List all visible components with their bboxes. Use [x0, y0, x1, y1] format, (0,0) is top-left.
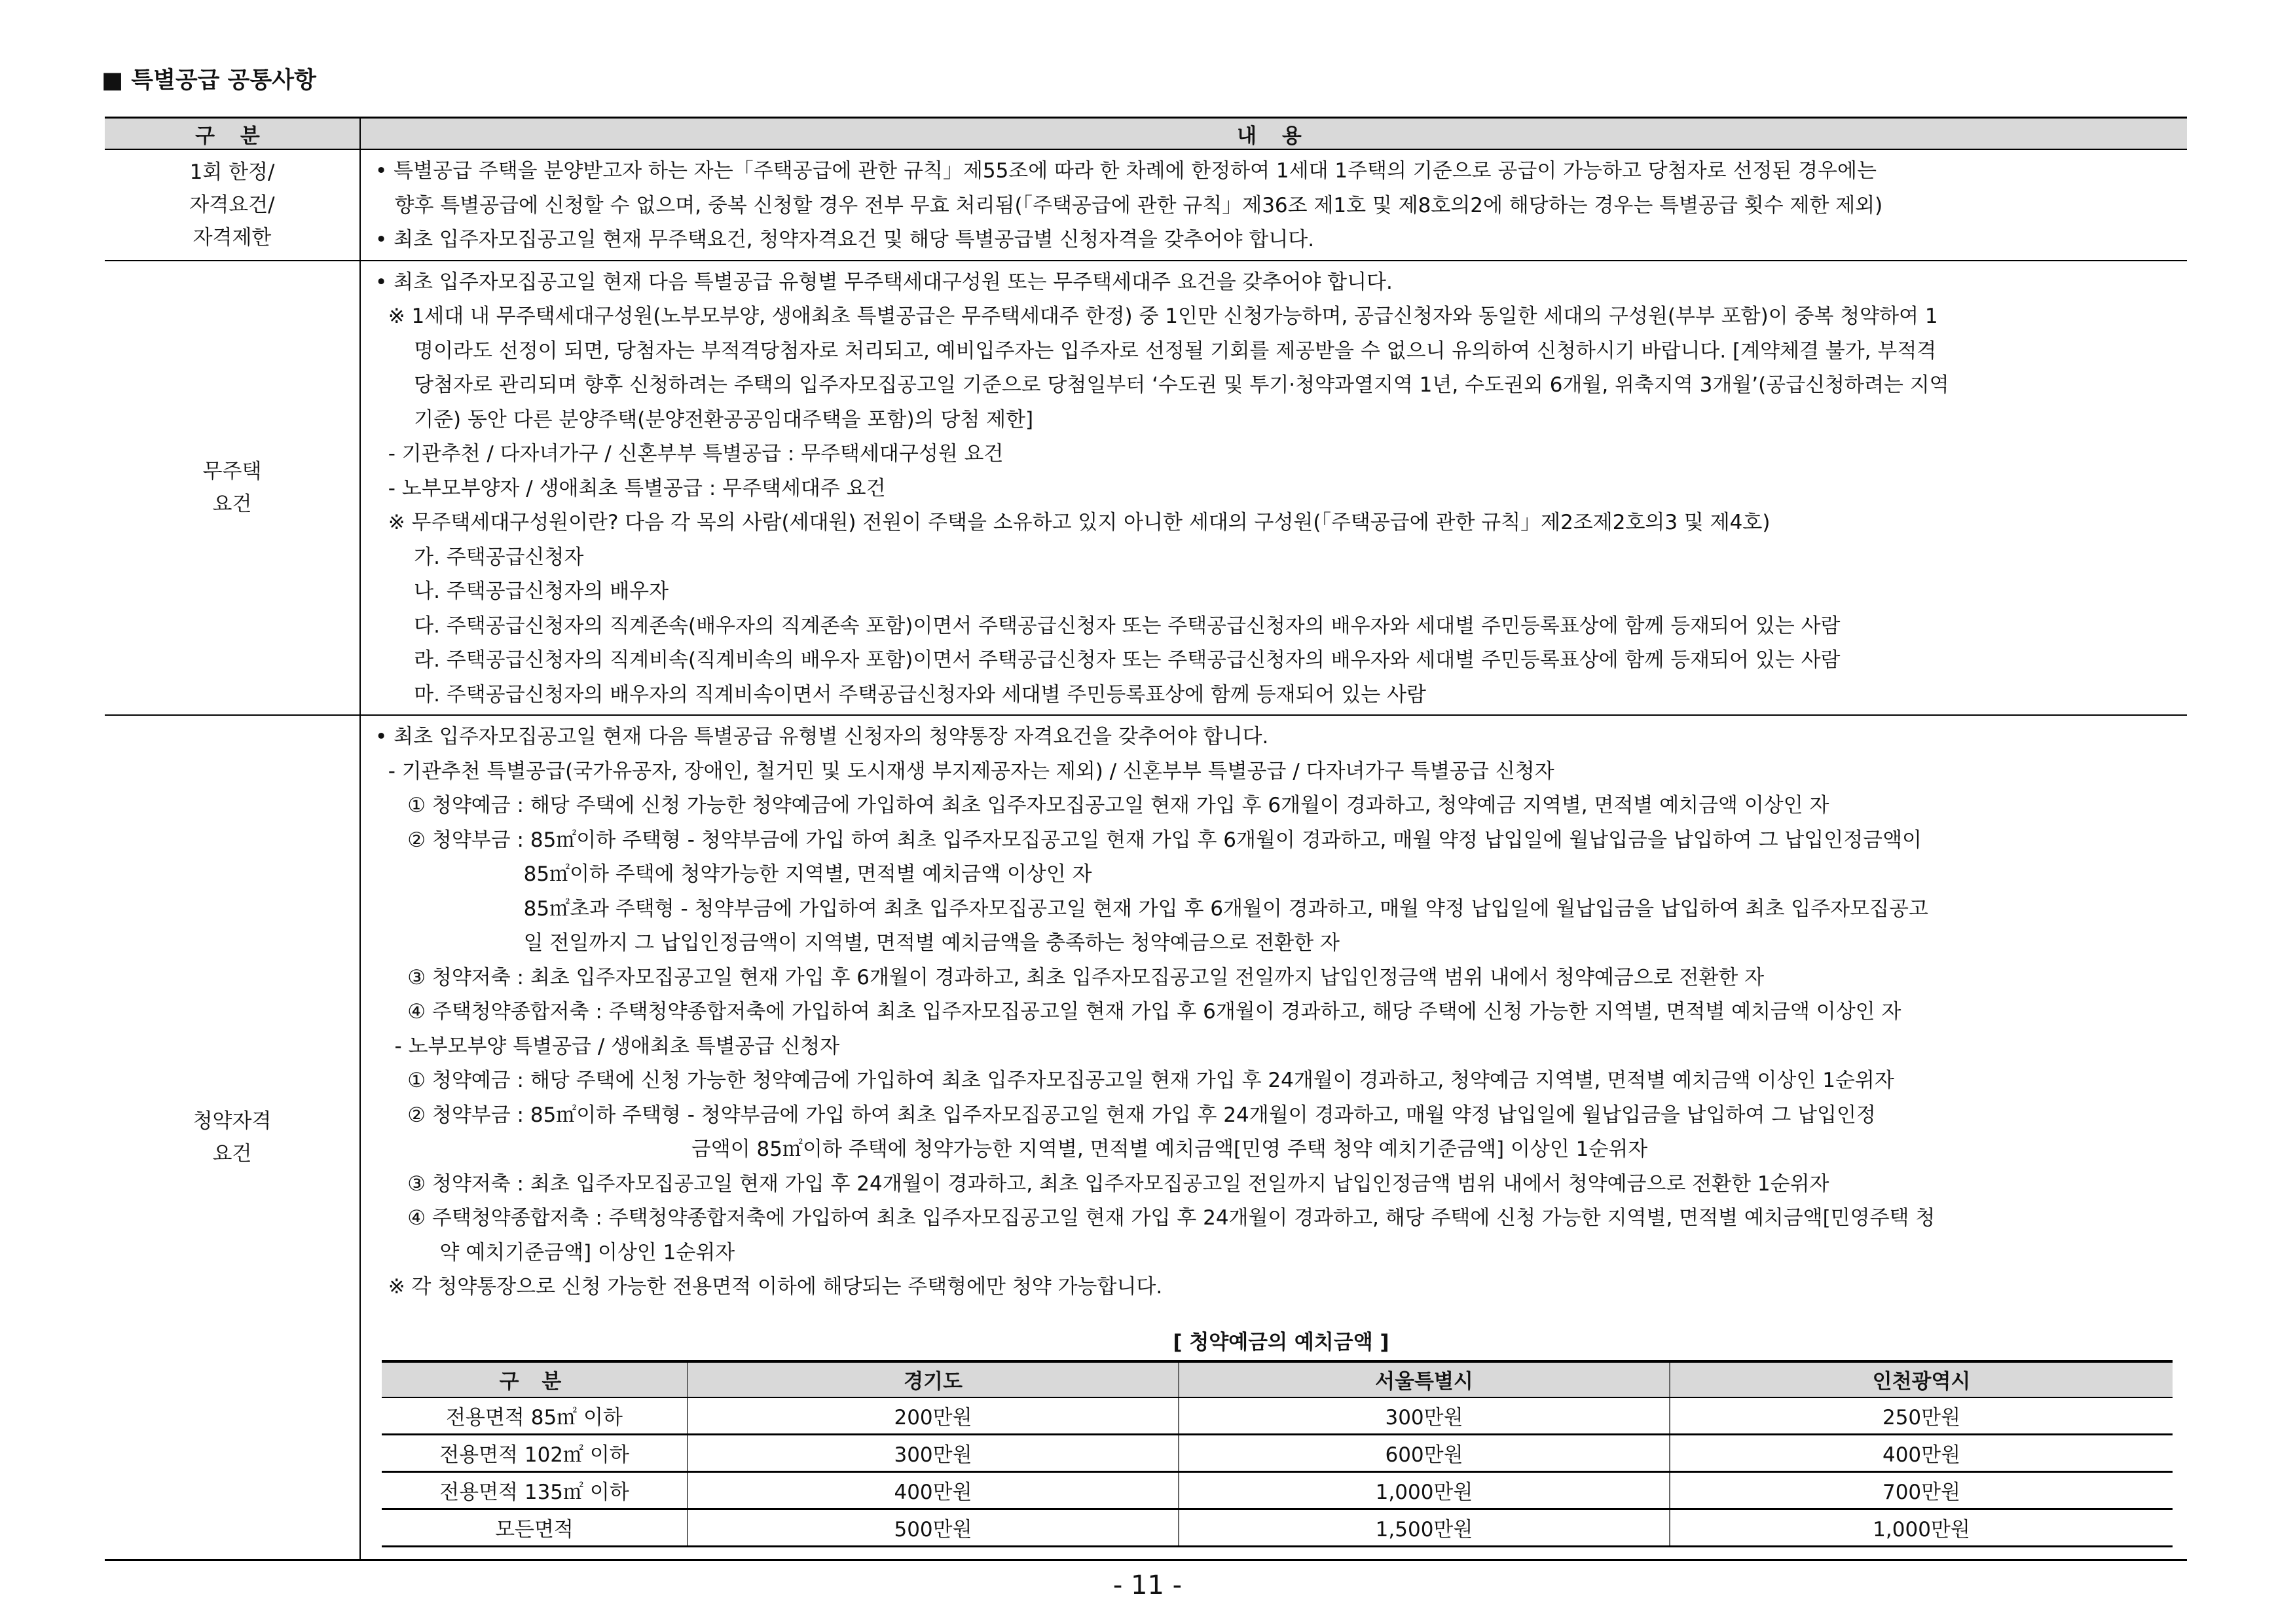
text-line: • 최초 입주자모집공고일 현재 무주택요건, 청약자격요건 및 해당 특별공급별 신청자격을 갖추어야 합니다.: [375, 228, 1315, 251]
text-line: • 최초 입주자모집공고일 현재 다음 특별공급 유형별 무주택세대구성원 또는 무주택세대주 요건을 갖추어야 합니다.: [375, 270, 1393, 294]
text-line: 85㎡이하 주택에 청약가능한 지역별, 면적별 예치금액 이상인 자: [375, 862, 1092, 886]
text-line: 당첨자로 관리되며 향후 신청하려는 주택의 입주자모집공고일 기준으로 당첨일부터 ‘수도권 및 투기·청약과열지역 1년, 수도권외 6개월, 위축지역 3개월’(공급신청하려는 지역: [375, 373, 1949, 397]
category-cell: 1회 한정/ 자격요건/ 자격제한: [105, 149, 360, 261]
text-line: 나. 주택공급신청자의 배우자: [375, 580, 669, 603]
deposit-header-gyeonggi: 경기도: [688, 1361, 1179, 1397]
text-line: 기준) 동안 다른 분양주택(분양전환공공임대주택을 포함)의 당첨 제한]: [375, 407, 1034, 432]
deposit-value: 400만원: [688, 1471, 1179, 1509]
deposit-value: 1,000만원: [1179, 1471, 1670, 1509]
deposit-value: 500만원: [688, 1509, 1179, 1546]
text-line: 일 전일까지 그 납입인정금액이 지역별, 면적별 예치금액을 충족하는 청약예금으로 전환한 자: [375, 931, 1340, 955]
text-line: - 기관추천 특별공급(국가유공자, 장애인, 철거민 및 도시재생 부지제공자는 제외) / 신혼부부 특별공급 / 다자녀가구 특별공급 신청자: [375, 759, 1554, 783]
text-line: • 최초 입주자모집공고일 현재 다음 특별공급 유형별 신청자의 청약통장 자격요건을 갖추어야 합니다.: [375, 725, 1269, 748]
text-line: 향후 특별공급에 신청할 수 없으며, 중복 신청할 경우 전부 무효 처리됨(「주택공급에 관한 규칙」제36조 제1호 및 제8호의2에 해당하는 경우는 특별공급 횟수 제한 제외): [375, 193, 1883, 217]
deposit-table-title: [ 청약예금의 예치금액 ]: [1173, 1330, 1389, 1354]
deposit-value: 300만원: [1179, 1397, 1670, 1435]
text-line: ① 청약예금 : 해당 주택에 신청 가능한 청약예금에 가입하여 최초 입주자모집공고일 현재 가입 후 6개월이 경과하고, 청약예금 지역별, 면적별 예치금액 이상인 자: [375, 794, 1829, 817]
area-label: 전용면적 135㎡ 이하: [382, 1471, 688, 1509]
content-cell: [360, 261, 2187, 716]
category-cell: 청약자격 요건: [105, 715, 360, 1560]
deposit-value: 600만원: [1179, 1434, 1670, 1471]
text-line: 약 예치기준금액] 이상인 1순위자: [375, 1240, 735, 1264]
text-line: - 기관추천 / 다자녀가구 / 신혼부부 특별공급 : 무주택세대구성원 요건: [375, 442, 1004, 466]
common-requirements-table: [105, 117, 2187, 1561]
text-line: ① 청약예금 : 해당 주택에 신청 가능한 청약예금에 가입하여 최초 입주자모집공고일 현재 가입 후 24개월이 경과하고, 청약예금 지역별, 면적별 예치금액 이상인 1순위자: [375, 1069, 1894, 1092]
area-label: 전용면적 102㎡ 이하: [382, 1434, 688, 1471]
deposit-header-seoul: 서울특별시: [1179, 1361, 1670, 1397]
text-line: 마. 주택공급신청자의 배우자의 직계비속이면서 주택공급신청자와 세대별 주민등록표상에 함께 등재되어 있는 사람: [375, 682, 1426, 707]
row-once-only: [105, 149, 2187, 261]
row-subscription-requirement: [105, 715, 2187, 1560]
text-line: ※ 각 청약통장으로 신청 가능한 전용면적 이하에 해당되는 주택형에만 청약 가능합니다.: [375, 1275, 1163, 1299]
deposit-value: 1,000만원: [1670, 1509, 2173, 1546]
text-line: ③ 청약저축 : 최초 입주자모집공고일 현재 가입 후 6개월이 경과하고, 최초 입주자모집공고일 전일까지 납입인정금액 범위 내에서 청약예금으로 전환한 자: [375, 965, 1765, 989]
text-line: 다. 주택공급신청자의 직계존속(배우자의 직계존속 포함)이면서 주택공급신청자 또는 주택공급신청자의 배우자와 세대별 주민등록표상에 함께 등재되어 있는 사람: [375, 614, 1841, 638]
area-label: 전용면적 85㎡ 이하: [382, 1397, 688, 1435]
table-row: [382, 1434, 2173, 1471]
text-line: - 노부모부양 특별공급 / 생애최초 특별공급 신청자: [375, 1034, 840, 1058]
category-cell: 무주택 요건: [105, 261, 360, 716]
text-line: 라. 주택공급신청자의 직계비속(직계비속의 배우자 포함)이면서 주택공급신청자 또는 주택공급신청자의 배우자와 세대별 주민등록표상에 함께 등재되어 있는 사람: [375, 648, 1841, 672]
deposit-amount-table: [382, 1360, 2173, 1547]
text-line: ② 청약부금 : 85㎡이하 주택형 - 청약부금에 가입 하여 최초 입주자모집공고일 현재 가입 후 6개월이 경과하고, 매월 약정 납입일에 월납입금을 납입하여 그 납입인정금액이: [375, 828, 1922, 852]
text-line: ※ 무주택세대구성원이란? 다음 각 목의 사람(세대원) 전원이 주택을 소유하고 있지 아니한 세대의 구성원(「주택공급에 관한 규칙」제2조제2호의3 및 제4호): [375, 511, 1771, 534]
table-row: [382, 1471, 2173, 1509]
text-line: 가. 주택공급신청자: [375, 545, 584, 569]
text-line: ③ 청약저축 : 최초 입주자모집공고일 현재 가입 후 24개월이 경과하고, 최초 입주자모집공고일 전일까지 납입인정금액 범위 내에서 청약예금으로 전환한 1순위자: [375, 1172, 1829, 1196]
content-cell: [360, 149, 2187, 261]
header-content: 내 용: [360, 118, 2187, 150]
content-cell: [360, 715, 2187, 1560]
table-row: [382, 1509, 2173, 1546]
deposit-header-row: [382, 1361, 2173, 1397]
deposit-header-incheon: 인천광역시: [1670, 1361, 2173, 1397]
text-line: ④ 주택청약종합저축 : 주택청약종합저축에 가입하여 최초 입주자모집공고일 현재 가입 후 6개월이 경과하고, 해당 주택에 신청 가능한 지역별, 면적별 예치금액 이상인 자: [375, 1000, 1901, 1024]
text-line: 85㎡초과 주택형 - 청약부금에 가입하여 최초 입주자모집공고일 현재 가입 후 6개월이 경과하고, 매월 약정 납입일에 월납입금을 납입하여 최초 입주자모집공고: [375, 896, 1928, 921]
header-category: 구 분: [105, 118, 360, 150]
text-line: ※ 1세대 내 무주택세대구성원(노부모부양, 생애최초 특별공급은 무주택세대주 한정) 중 1인만 신청가능하며, 공급신청자와 동일한 세대의 구성원(부부 포함)이 중복 청약하여 1: [375, 304, 1938, 328]
text-line: ② 청약부금 : 85㎡이하 주택형 - 청약부금에 가입 하여 최초 입주자모집공고일 현재 가입 후 24개월이 경과하고, 매월 약정 납입일에 월납입금을 납입하여 그 납입인정: [375, 1103, 1876, 1127]
deposit-value: 300만원: [688, 1434, 1179, 1471]
row-homeless-requirement: [105, 261, 2187, 716]
text-line: - 노부모부양자 / 생애최초 특별공급 : 무주택세대주 요건: [375, 476, 886, 500]
text-line: • 특별공급 주택을 분양받고자 하는 자는「주택공급에 관한 규칙」제55조에 따라 한 차례에 한정하여 1세대 1주택의 기준으로 공급이 가능하고 당첨자로 선정된 경우에는: [375, 159, 1877, 183]
deposit-value: 250만원: [1670, 1397, 2173, 1435]
deposit-value: 400만원: [1670, 1434, 2173, 1471]
deposit-value: 200만원: [688, 1397, 1179, 1435]
page-number: - 11 -: [1112, 1570, 1183, 1600]
deposit-value: 1,500만원: [1179, 1509, 1670, 1546]
deposit-header-category: 구 분: [382, 1361, 688, 1397]
text-line: 명이라도 선정이 되면, 당첨자는 부적격당첨자로 처리되고, 예비입주자는 입주자로 선정될 기회를 제공받을 수 없으니 유의하여 신청하시기 바랍니다. [계약체결 불가, 부적격: [375, 339, 1937, 363]
text-line: 금액이 85㎡이하 주택에 청약가능한 지역별, 면적별 예치금액[민영 주택 청약 예치기준금액] 이상인 1순위자: [375, 1137, 1648, 1161]
table-row: [382, 1397, 2173, 1435]
section-title: ■ 특별공급 공통사항: [101, 67, 316, 94]
deposit-value: 700만원: [1670, 1471, 2173, 1509]
text-line: ④ 주택청약종합저축 : 주택청약종합저축에 가입하여 최초 입주자모집공고일 현재 가입 후 24개월이 경과하고, 해당 주택에 신청 가능한 지역별, 면적별 예치금액[민영주택 청: [375, 1206, 1936, 1230]
area-label: 모든면적: [382, 1509, 688, 1546]
